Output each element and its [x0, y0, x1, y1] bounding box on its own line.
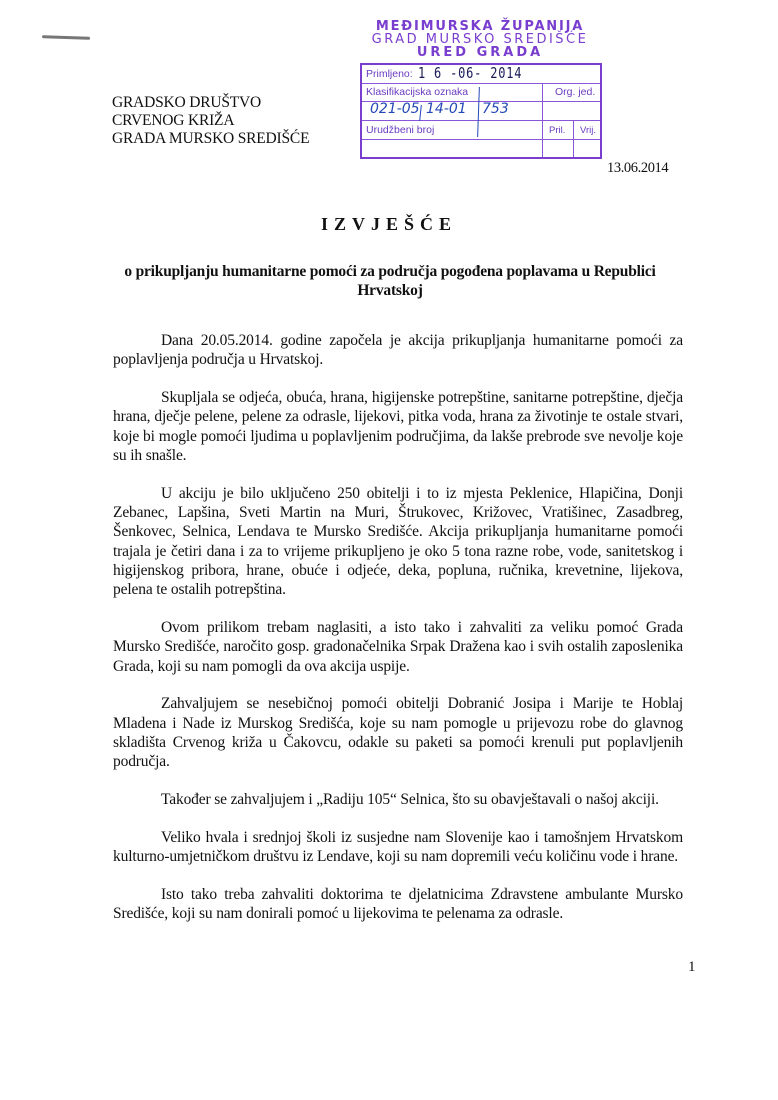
sender-block — [112, 94, 309, 148]
body-paragraph: Također se zahvaljujem i „Radiju 105“ Selnica, što su obavještavali o našoj akciji. — [161, 791, 659, 809]
stamp-office: URED GRADA — [416, 45, 544, 60]
stamp-row-class-value — [362, 102, 600, 121]
body-paragraph: Zahvaljujem se nesebičnoj pomoći obitelji Dobranić Josipa i Marije te Hoblaj Mladena i Nade iz Murskog Središća, koje su nam pomogle u prijevozu robe do glavnog skladišta Crvenog križa u Čakovcu, odakle su paketi sa pomoći krenuli put poplavljenih područja. — [113, 695, 683, 771]
stamp-registry-label: Urudžbeni broj — [366, 124, 435, 136]
body-paragraph: U akciju je bilo uključeno 250 obitelji i to iz mjesta Peklenice, Hlapičina, Donji Zebanec, Lapšina, Sveti Martin na Muri, Štrukovec, Križovec, Vratišinec, Zasadbreg, Šenkovec, Selnica, Lendava te Mursko Središće. Akcija prikupljanja humanitarne pomoći trajala je četiri dana i za to vrijeme prikupljeno je oko 5 tona razne robe, vode, sanitetskog i higijenskog pribora, hrane, obuće i odjeće, deka, popluna, ručnika, krevetnine, lijekova, pelena te ostalih potrepština. — [113, 484, 683, 599]
stamp-classification-label: Klasifikacijska oznaka — [366, 86, 469, 98]
document-title: IZVJEŠĆE — [320, 214, 458, 234]
stamp-class-part: 14-01 — [426, 101, 467, 117]
stamp-city: GRAD MURSKO SREDIŠĆE — [371, 32, 589, 47]
sender-line: GRADSKO DRUŠTVO — [112, 94, 262, 111]
stamp-row-class-label — [362, 84, 600, 102]
stamp-class-part: 753 — [482, 101, 509, 117]
stamp-org-unit-label: Org. jed. — [555, 86, 596, 98]
pen-mark — [42, 35, 90, 40]
stamp-row-received — [362, 65, 600, 84]
stamp-received-label: Primljeno: — [366, 68, 413, 80]
body-paragraph: Ovom prilikom trebam naglasiti, a isto tako i zahvaliti za veliku pomoć Grada Mursko Središće, naročito gosp. gradonačelnika Srpak Dražena kao i svih ostalih zaposlenika Grada, koji su nam pomogli da ova akcija uspije. — [113, 619, 683, 675]
body-paragraph: Veliko hvala i srednjoj školi iz susjedne nam Slovenije kao i tamošnjem Hrvatskom kulturno-umjetničkom društvu iz Lendave, koji su nam dopremili veću količinu vode i hrane. — [113, 828, 683, 866]
body-paragraph: Isto tako treba zahvaliti doktorima te djelatnicima Zdravstene ambulante Mursko Središće, koji su nam donirali pomoć u lijekovima te pelenama za odrasle. — [113, 886, 683, 923]
body-paragraph: Dana 20.05.2014. godine započela je akcija prikupljanja humanitarne pomoći za poplavljenja područja u Hrvatskoj. — [113, 332, 683, 369]
stamp-value-label: Vrij. — [580, 125, 597, 136]
document-body — [113, 331, 683, 942]
stamp-county: MEĐIMURSKA ŽUPANIJA — [375, 19, 585, 34]
document-date: 13.06.2014 — [607, 160, 669, 176]
stamp-attachments-label: Pril. — [549, 125, 566, 136]
sender-line: CRVENOG KRIŽA — [112, 112, 235, 129]
stamp-header — [360, 20, 600, 59]
page-number: 1 — [688, 959, 696, 975]
stamp-class-part: 021-05 — [370, 101, 420, 117]
stamp-received-date: 1 6 -06- 2014 — [418, 64, 523, 82]
document-subtitle: o prikupljanju humanitarne pomoći za područja pogođena poplavama u Republici Hrvatskoj — [124, 263, 656, 299]
sender-line: GRADA MURSKO SREDIŠĆE — [112, 130, 310, 147]
body-paragraph: Skupljala se odjeća, obuća, hrana, higijenske potrepštine, sanitarne potrepštine, dječja hrana, dječje pelene, pelene za odrasle, lijekovi, pitka voda, hrana za životinje te ostale stvari, koje bi mogle pomoći ljudima u poplavljenim područjima, da lakše prebrode sve nevolje koje su ih snašle. — [113, 389, 683, 464]
stamp-row-registry — [362, 121, 600, 140]
received-stamp — [360, 63, 602, 159]
